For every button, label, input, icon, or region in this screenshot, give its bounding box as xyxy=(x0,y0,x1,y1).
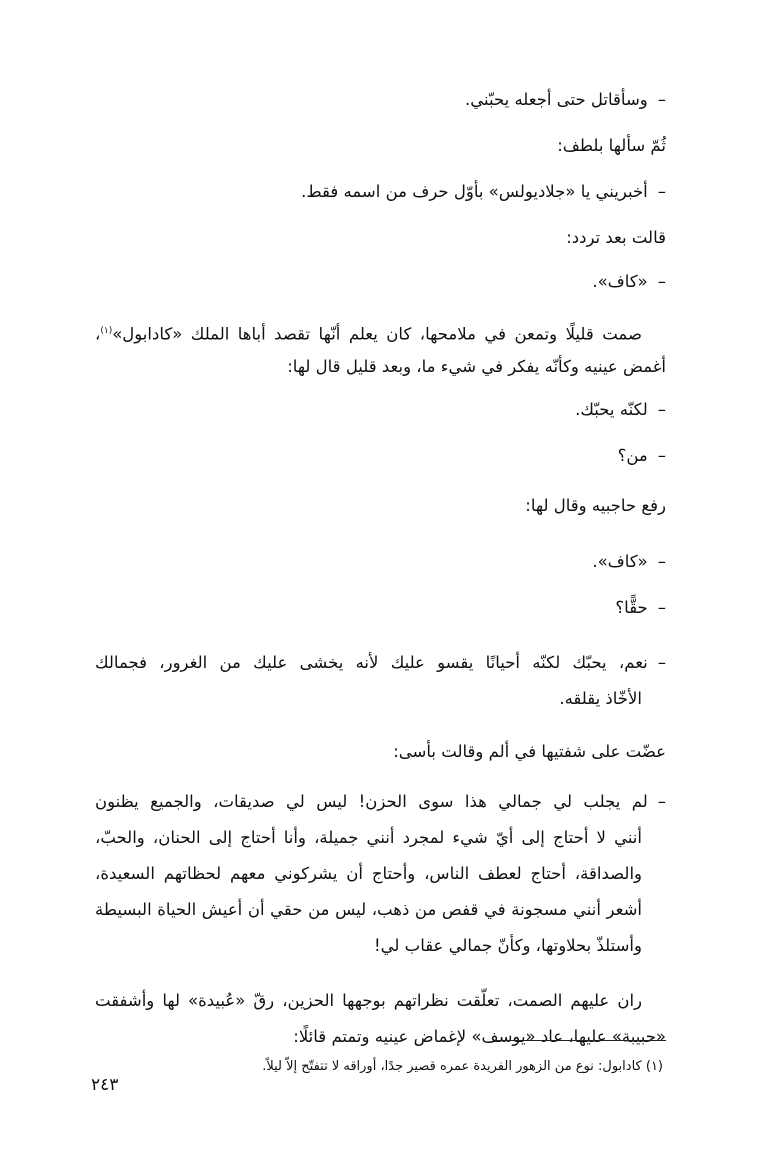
footnote-reference: (١) xyxy=(100,326,113,336)
dialogue-dash: – xyxy=(657,182,666,201)
footnote-divider xyxy=(494,1040,666,1041)
paragraph-line: أغمض عينيه وكأنّه يفكر في شيء ما، وبعد قليل قال لها: xyxy=(287,357,666,376)
paragraph-line: الأخّاذ يقلقه. xyxy=(559,689,642,708)
paragraph-line xyxy=(95,313,666,349)
punctuation: ، xyxy=(95,324,101,344)
narration-text: رفع حاجبيه وقال لها: xyxy=(525,496,666,515)
dialogue-text: وسأقاتل حتى أجعله يحبّني. xyxy=(465,90,648,109)
narration-text: قالت بعد تردد: xyxy=(566,228,666,247)
paragraph-line: وأستلذّ بحلاوتها، وكأنّ جمالي عقاب لي! xyxy=(374,936,642,955)
dialogue-paragraph xyxy=(95,645,666,717)
paragraph-line: ران عليهم الصمت، تعلّقت نظراتهم بوجهها الحزين، رقّ «عُبيدة» لها وأشفقت xyxy=(95,991,642,1010)
dialogue-line xyxy=(615,596,666,620)
dialogue-line xyxy=(465,88,666,112)
dialogue-dash: – xyxy=(657,90,666,109)
dialogue-dash: – xyxy=(657,552,666,571)
paragraph-line: «حبيبة» عليها، عاد «يوسف» لإغماض عينيه وتمتم قائلًا: xyxy=(293,1027,666,1046)
narration-text: ثُمّ سألها بلطف: xyxy=(557,136,666,155)
dialogue-dash: – xyxy=(657,792,666,811)
narration-text: عضّت على شفتيها في ألم وقالت بأسى: xyxy=(393,742,666,761)
paragraph-line: أنني لا أحتاج إلى أيّ شيء لمجرد أنني جميلة، وأنا أحتاج إلى الحنان، والحبّ، xyxy=(95,828,642,847)
narration-line xyxy=(566,226,666,250)
narration-line xyxy=(557,134,666,158)
dialogue-text: حقًّا؟ xyxy=(615,598,648,617)
dialogue-dash: – xyxy=(657,653,666,672)
dialogue-dash: – xyxy=(657,598,666,617)
paragraph xyxy=(95,313,666,385)
dialogue-text: من؟ xyxy=(617,446,648,465)
paragraph-text: نعم، يحبّك لكنّه أحيانًا يقسو عليك لأنه يخشى عليك من الغرور، فجمالك xyxy=(95,653,648,672)
paragraph-line: والصداقة، أحتاج لعطف الناس، وأحتاج أن يشركوني معهم لحظاتهم السعيدة، xyxy=(95,864,642,883)
footnote: (١) كادابول: نوع من الزهور الفريدة عمره قصير جدًا، أوراقه لا تتفتّح إلاّ ليلاً. xyxy=(262,1059,663,1074)
paragraph-text: لم يجلب لي جمالي هذا سوى الحزن! ليس لي صديقات، والجميع يظنون xyxy=(95,792,648,811)
dialogue-dash: – xyxy=(657,400,666,419)
page-number: ٢٤٣ xyxy=(91,1075,119,1095)
dialogue-line xyxy=(592,270,666,294)
dialogue-text: أخبريني يا «جلاديولس» بأوّل حرف من اسمه فقط. xyxy=(301,182,648,201)
dialogue-line xyxy=(592,550,666,574)
paragraph-text: صمت قليلًا وتمعن في ملامحها، كان يعلم أنّها تقصد أباها الملك «كادابول» xyxy=(112,324,642,344)
dialogue-text: «كاف». xyxy=(592,552,648,571)
narration-line xyxy=(525,494,666,518)
paragraph-line: أشعر أنني مسجونة في قفص من ذهب، ليس من حقي أن أعيش الحياة البسيطة xyxy=(95,900,642,919)
dialogue-line xyxy=(301,180,666,204)
dialogue-text: «كاف». xyxy=(592,272,648,291)
dialogue-line xyxy=(575,398,666,422)
paragraph-line xyxy=(95,784,666,820)
dialogue-paragraph xyxy=(95,784,666,964)
paragraph-line xyxy=(95,645,666,681)
narration-line xyxy=(393,740,666,764)
dialogue-dash: – xyxy=(657,446,666,465)
dialogue-text: لكنّه يحبّك. xyxy=(575,400,648,419)
paragraph xyxy=(95,983,666,1055)
dialogue-dash: – xyxy=(657,272,666,291)
dialogue-line xyxy=(618,444,666,468)
